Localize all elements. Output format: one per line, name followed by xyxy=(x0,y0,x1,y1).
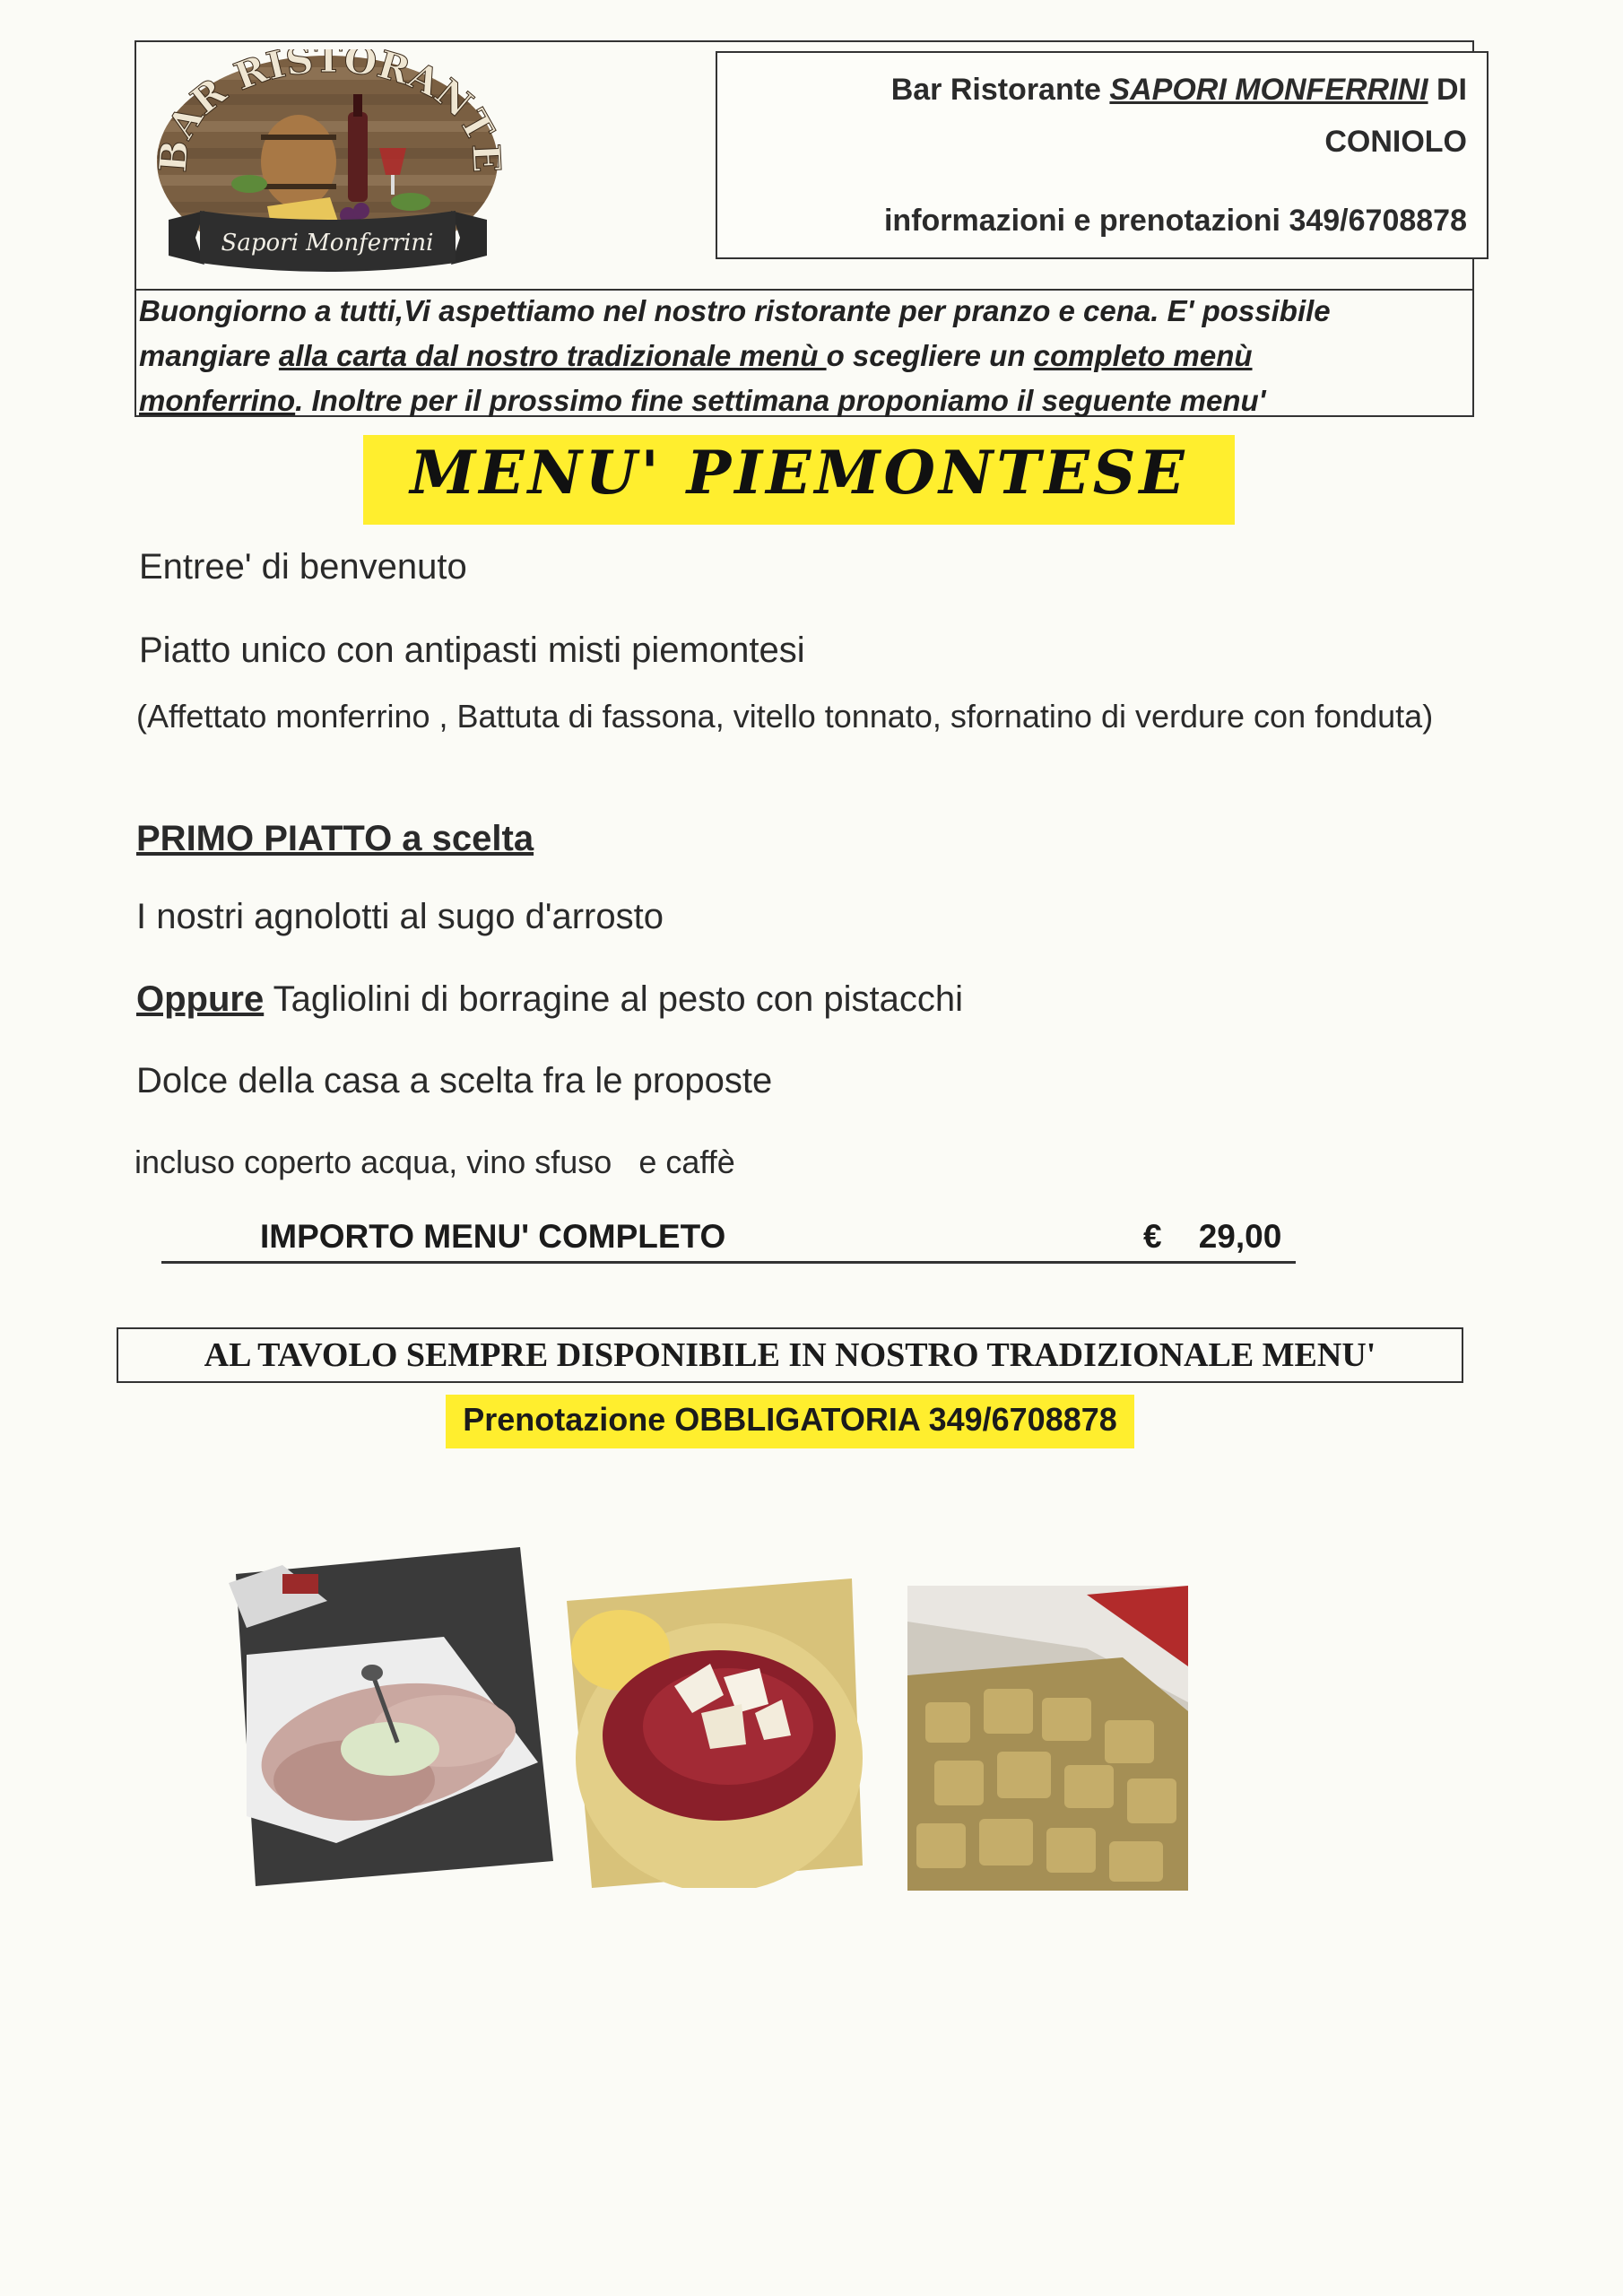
vitello-tonnato-photo xyxy=(229,1547,560,1888)
agnolotti-photo xyxy=(907,1586,1188,1891)
info-suffix: DI xyxy=(1428,73,1467,107)
dolce-item: Dolce della casa a scelta fra le proposte xyxy=(136,1061,773,1100)
intro-paragraph xyxy=(139,289,1466,423)
primo-option-1: I nostri agnolotti al sugo d'arrosto xyxy=(136,897,664,936)
alla-carta-link: alla carta dal nostro tradizionale menù xyxy=(278,339,827,372)
incluso-note: incluso coperto acqua, vino sfuso e caffè xyxy=(135,1144,735,1180)
antipasti-item: Piatto unico con antipasti misti piemontesi xyxy=(139,631,805,670)
restaurant-place: CONIOLO xyxy=(1324,125,1467,159)
contact-phone: informazioni e prenotazioni 349/6708878 xyxy=(883,204,1467,238)
total-price: € 29,00 xyxy=(1143,1218,1282,1255)
svg-text:BAR RISTORANTE: BAR RISTORANTE xyxy=(151,49,505,174)
menu-title: MENU' PIEMONTESE xyxy=(410,438,1188,508)
primo-option-2: Oppure Tagliolini di borragine al pesto con pistacchi xyxy=(136,979,963,1019)
oppure-label: Oppure xyxy=(136,979,265,1019)
tavolo-notice: AL TAVOLO SEMPRE DISPONIBILE IN NOSTRO TRADIZIONALE MENU' xyxy=(117,1327,1463,1383)
info-box xyxy=(716,51,1488,259)
info-prefix: Bar Ristorante xyxy=(890,73,1110,107)
intro-line-1: Buongiorno a tutti,Vi aspettiamo nel nostro ristorante per pranzo e cena. E' possibile xyxy=(139,294,1331,327)
restaurant-logo xyxy=(151,49,505,283)
total-label: IMPORTO MENU' COMPLETO xyxy=(260,1218,726,1255)
entree-item: Entree' di benvenuto xyxy=(139,547,467,587)
intro-line-2: mangiare alla carta dal nostro tradizionale menù o scegliere un completo menù xyxy=(139,339,1253,372)
primo-heading: PRIMO PIATTO a scelta xyxy=(136,819,534,858)
completo-menu-text: completo menù xyxy=(1033,339,1253,372)
intro-line-3: monferrino. Inoltre per il prossimo fine settimana proponiamo il seguente menu' xyxy=(139,384,1266,417)
restaurant-name: SAPORI MONFERRINI xyxy=(1109,73,1428,107)
svg-text:Sapori Monferrini: Sapori Monferrini xyxy=(221,230,434,257)
battuta-di-fassona-photo xyxy=(567,1578,863,1888)
prenotazione-notice: Prenotazione OBBLIGATORIA 349/6708878 xyxy=(463,1401,1117,1438)
total-underline xyxy=(161,1261,1296,1264)
restaurant-name-line xyxy=(891,73,1467,108)
antipasti-note: (Affettato monferrino , Battuta di fassona, vitello tonnato, sfornatino di verdure con fonduta) xyxy=(136,698,1434,735)
